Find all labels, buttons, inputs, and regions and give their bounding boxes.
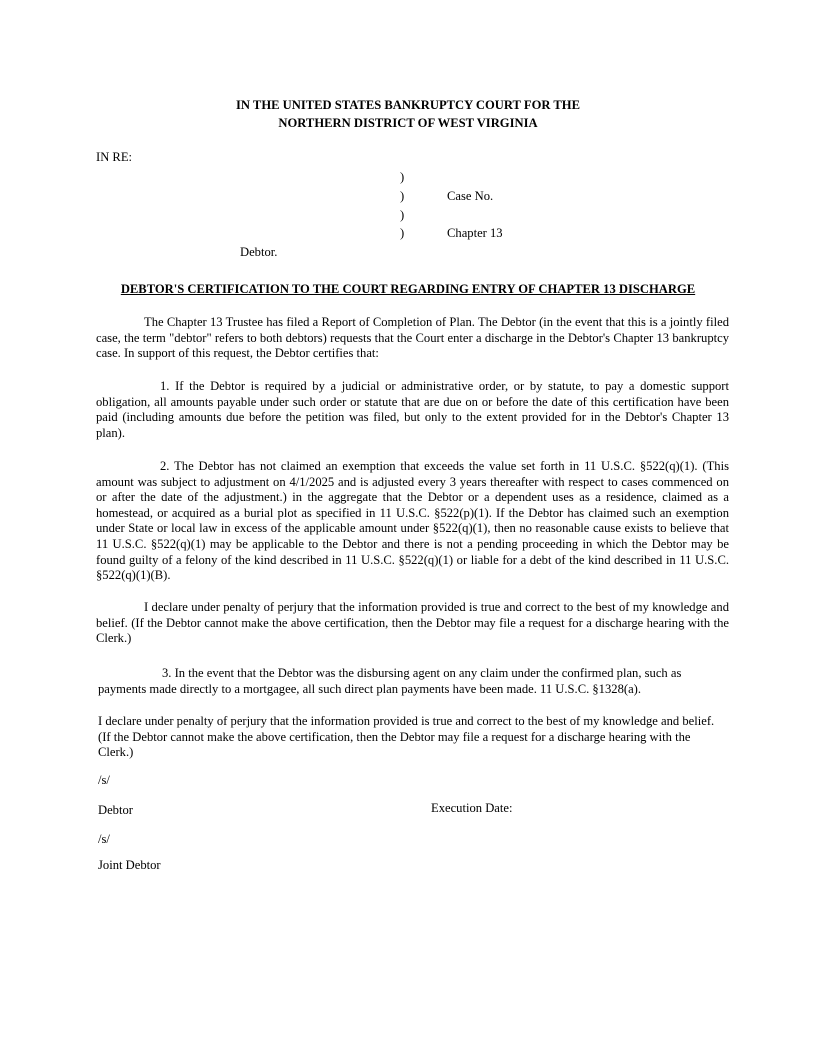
declaration-paragraph-2: I declare under penalty of perjury that the information provided is true and correct to the best of my knowledge and belief. (If the Debtor cannot make the above certification, then the Debtor may file a request for a discharge hearing with the Clerk.): [98, 714, 715, 760]
debtor-signature-line: /s/: [98, 773, 110, 787]
debtor-signature-label: Debtor: [98, 803, 133, 817]
court-header-line1: IN THE UNITED STATES BANKRUPTCY COURT FOR THE: [236, 98, 580, 112]
chapter-label: Chapter 13: [447, 226, 503, 240]
joint-debtor-signature-line: /s/: [98, 832, 110, 846]
case-no-label: Case No.: [447, 189, 494, 203]
caption-paren: ): [400, 189, 405, 203]
in-re-label: IN RE:: [96, 150, 133, 164]
caption-paren: ): [400, 170, 405, 184]
joint-debtor-signature-label: Joint Debtor: [98, 858, 161, 872]
certification-item-1: 1. If the Debtor is required by a judicial or administrative order, or by statute, to pay a domestic support obligation, all amounts payable under such order or statute that are due on or before the date of this certification have been paid (including amounts due before the petition was filed, but only to the extent provided for in the Debtor's Chapter 13 plan).: [96, 379, 729, 440]
certification-item-3: 3. In the event that the Debtor was the disbursing agent on any claim under the confirmed plan, such as payments made directly to a mortgagee, all such direct plan payments have been made. 11 U.S.C. §1328(a).: [98, 666, 682, 696]
caption-paren: ): [400, 226, 405, 240]
court-header-line2: NORTHERN DISTRICT OF WEST VIRGINIA: [278, 116, 538, 130]
caption-paren: ): [400, 208, 405, 222]
declaration-paragraph-1: I declare under penalty of perjury that the information provided is true and correct to the best of my knowledge and belief. (If the Debtor cannot make the above certification, then the Debtor may file a request for a discharge hearing with the Clerk.): [96, 600, 729, 646]
document-title: DEBTOR'S CERTIFICATION TO THE COURT REGARDING ENTRY OF CHAPTER 13 DISCHARGE: [120, 282, 696, 296]
debtor-caption-label: Debtor.: [240, 245, 278, 259]
certification-item-2: 2. The Debtor has not claimed an exemption that exceeds the value set forth in 11 U.S.C. §522(q)(1). (This amount was subject to adjustment on 4/1/2025 and is adjusted every 3 years thereafter with respect to cases commenced on or after the date of the adjustment.) in the aggregate that the Debtor or a dependent uses as a residence, claimed as a homestead, or acquired as a burial plot as specified in 11 U.S.C. §522(p)(1). If the Debtor has claimed such an exemption under State or local law in excess of the applicable amount under §522(q)(1), then no reasonable cause exists to believe that 11 U.S.C. §522(q)(1) may be applicable to the Debtor and there is not a pending proceeding in which the Debtor may be found guilty of a felony of the kind described in 11 U.S.C. §522(q)(1) or liable for a debt of the kind described in 11 U.S.C. §522(q)(1)(B).: [96, 459, 729, 583]
court-header: [0, 96, 816, 132]
execution-date-label: Execution Date:: [431, 801, 513, 815]
intro-paragraph: The Chapter 13 Trustee has filed a Report of Completion of Plan. The Debtor (in the event that this is a jointly filed case, the term "debtor" refers to both debtors) requests that the Court enter a discharge in the Debtor's Chapter 13 bankruptcy case. In support of this request, the Debtor certifies that:: [96, 315, 729, 361]
